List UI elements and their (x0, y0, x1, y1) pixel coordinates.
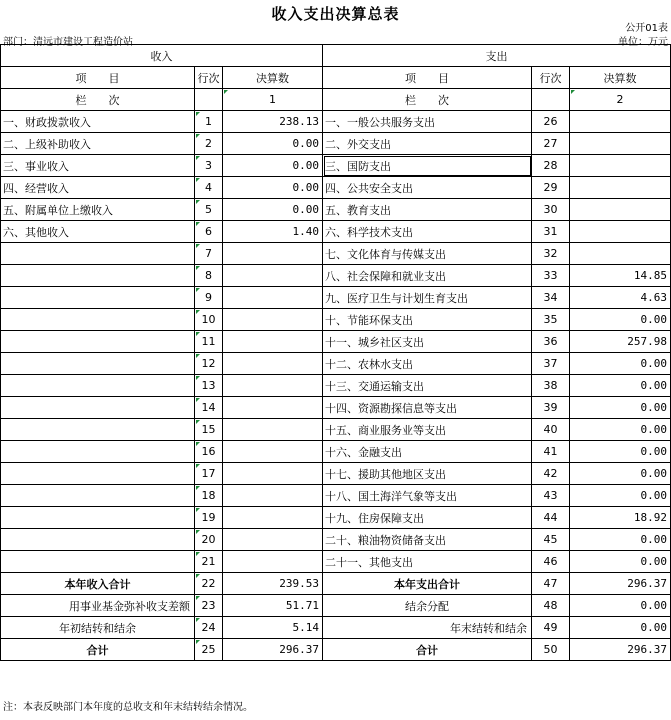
expense-item: 十四、资源勘探信息等支出 (323, 397, 532, 419)
expense-amount-header: 决算数 (570, 67, 671, 89)
income-item-header: 项 目 (1, 67, 195, 89)
income-amount: 0.00 (223, 155, 323, 177)
income-amount (223, 287, 323, 309)
income-row-number: 5 (195, 199, 223, 221)
expense-amount: 296.37 (570, 573, 671, 595)
income-amount (223, 243, 323, 265)
expense-row-number: 35 (532, 309, 570, 331)
expense-item: 四、公共安全支出 (323, 177, 532, 199)
income-row-number: 6 (195, 221, 223, 243)
expense-row-number: 37 (532, 353, 570, 375)
table-row (1, 199, 671, 221)
section-header-row (1, 45, 671, 67)
income-amount: 239.53 (223, 573, 323, 595)
income-item (1, 529, 195, 551)
expense-row-number: 32 (532, 243, 570, 265)
expense-row-number: 42 (532, 463, 570, 485)
table-row (1, 507, 671, 529)
income-row-number: 12 (195, 353, 223, 375)
expense-row-number: 45 (532, 529, 570, 551)
table-row (1, 111, 671, 133)
expense-amount (570, 199, 671, 221)
expense-item: 三、国防支出 (323, 155, 532, 177)
expense-amount: 0.00 (570, 375, 671, 397)
income-row-number: 19 (195, 507, 223, 529)
income-amount (223, 529, 323, 551)
table-row (1, 155, 671, 177)
income-item: 五、附属单位上缴收入 (1, 199, 195, 221)
income-summary-item: 用事业基金弥补收支差额 (1, 595, 195, 617)
table-row (1, 287, 671, 309)
income-amount: 5.14 (223, 617, 323, 639)
expense-row-number: 27 (532, 133, 570, 155)
income-column-blank (195, 89, 223, 111)
income-item (1, 331, 195, 353)
expense-item: 十八、国土海洋气象等支出 (323, 485, 532, 507)
income-item (1, 485, 195, 507)
income-item: 三、事业收入 (1, 155, 195, 177)
expense-summary-item: 年末结转和结余 (323, 617, 532, 639)
income-amount: 0.00 (223, 133, 323, 155)
income-amount (223, 375, 323, 397)
income-item (1, 265, 195, 287)
expense-item: 十七、援助其他地区支出 (323, 463, 532, 485)
income-row-number: 7 (195, 243, 223, 265)
expense-column-index: 2 (570, 89, 671, 111)
expense-amount (570, 133, 671, 155)
income-amount (223, 507, 323, 529)
income-amount (223, 551, 323, 573)
income-rowno-header: 行次 (195, 67, 223, 89)
income-section-header: 收入 (1, 45, 323, 67)
income-row-number: 21 (195, 551, 223, 573)
income-row-number: 16 (195, 441, 223, 463)
form-number: 公开01表 (625, 23, 668, 34)
income-amount (223, 353, 323, 375)
income-column-label: 栏 次 (1, 89, 195, 111)
income-item: 四、经营收入 (1, 177, 195, 199)
expense-amount: 4.63 (570, 287, 671, 309)
income-row-number: 20 (195, 529, 223, 551)
income-amount (223, 397, 323, 419)
expense-amount: 18.92 (570, 507, 671, 529)
expense-item: 十六、金融支出 (323, 441, 532, 463)
expense-row-number: 46 (532, 551, 570, 573)
expense-amount: 0.00 (570, 617, 671, 639)
income-amount (223, 309, 323, 331)
expense-amount (570, 221, 671, 243)
income-row-number: 11 (195, 331, 223, 353)
income-amount: 0.00 (223, 177, 323, 199)
expense-section-header: 支出 (323, 45, 671, 67)
expense-amount (570, 111, 671, 133)
income-amount-header: 决算数 (223, 67, 323, 89)
income-item (1, 243, 195, 265)
income-row-number: 8 (195, 265, 223, 287)
expense-amount: 0.00 (570, 353, 671, 375)
expense-column-label: 栏 次 (323, 89, 532, 111)
income-item (1, 397, 195, 419)
expense-amount: 0.00 (570, 309, 671, 331)
income-row-number: 17 (195, 463, 223, 485)
expense-item: 十一、城乡社区支出 (323, 331, 532, 353)
income-row-number: 4 (195, 177, 223, 199)
table-row (1, 485, 671, 507)
expense-row-number: 43 (532, 485, 570, 507)
expense-amount (570, 155, 671, 177)
income-item (1, 507, 195, 529)
income-amount (223, 485, 323, 507)
income-amount: 51.71 (223, 595, 323, 617)
expense-row-number: 26 (532, 111, 570, 133)
expense-amount: 0.00 (570, 529, 671, 551)
income-item (1, 287, 195, 309)
expense-row-number: 29 (532, 177, 570, 199)
expense-item: 五、教育支出 (323, 199, 532, 221)
expense-item: 十九、住房保障支出 (323, 507, 532, 529)
income-summary-item: 合计 (1, 639, 195, 661)
expense-item-header: 项 目 (323, 67, 532, 89)
table-row (1, 397, 671, 419)
expense-item: 二十一、其他支出 (323, 551, 532, 573)
income-column-index: 1 (223, 89, 323, 111)
income-summary-item: 年初结转和结余 (1, 617, 195, 639)
expense-item: 十二、农林水支出 (323, 353, 532, 375)
income-row-number: 24 (195, 617, 223, 639)
expense-amount: 0.00 (570, 485, 671, 507)
table-row (1, 551, 671, 573)
income-row-number: 2 (195, 133, 223, 155)
income-item (1, 309, 195, 331)
expense-summary-item: 结余分配 (323, 595, 532, 617)
income-row-number: 10 (195, 309, 223, 331)
expense-row-number: 34 (532, 287, 570, 309)
expense-amount: 0.00 (570, 551, 671, 573)
income-amount (223, 331, 323, 353)
expense-item: 九、医疗卫生与计划生育支出 (323, 287, 532, 309)
income-row-number: 3 (195, 155, 223, 177)
expense-row-number: 38 (532, 375, 570, 397)
expense-item: 十五、商业服务业等支出 (323, 419, 532, 441)
income-item (1, 441, 195, 463)
expense-row-number: 48 (532, 595, 570, 617)
expense-amount: 296.37 (570, 639, 671, 661)
expense-amount: 0.00 (570, 595, 671, 617)
expense-amount (570, 243, 671, 265)
page-title: 收入支出决算总表 (271, 5, 400, 23)
summary-row (1, 573, 671, 595)
income-row-number: 18 (195, 485, 223, 507)
table-row (1, 265, 671, 287)
income-item: 六、其他收入 (1, 221, 195, 243)
income-amount (223, 441, 323, 463)
table-row (1, 243, 671, 265)
column-header-row (1, 67, 671, 89)
income-row-number: 15 (195, 419, 223, 441)
income-item: 二、上级补助收入 (1, 133, 195, 155)
expense-item: 十、节能环保支出 (323, 309, 532, 331)
expense-row-number: 28 (532, 155, 570, 177)
expense-item: 二十、粮油物资储备支出 (323, 529, 532, 551)
income-amount (223, 463, 323, 485)
expense-amount: 0.00 (570, 463, 671, 485)
income-amount (223, 419, 323, 441)
income-item (1, 463, 195, 485)
expense-row-number: 33 (532, 265, 570, 287)
summary-row (1, 639, 671, 661)
income-row-number: 25 (195, 639, 223, 661)
expense-item: 一、一般公共服务支出 (323, 111, 532, 133)
column-index-row (1, 89, 671, 111)
expense-rowno-header: 行次 (532, 67, 570, 89)
income-item: 一、财政拨款收入 (1, 111, 195, 133)
expense-item: 七、文化体育与传媒支出 (323, 243, 532, 265)
income-amount: 238.13 (223, 111, 323, 133)
income-row-number: 13 (195, 375, 223, 397)
income-row-number: 9 (195, 287, 223, 309)
department-label: 部门：清远市建设工程造价站 (3, 37, 133, 48)
table-row (1, 463, 671, 485)
expense-row-number: 41 (532, 441, 570, 463)
expense-item: 六、科学技术支出 (323, 221, 532, 243)
summary-row (1, 595, 671, 617)
table-row (1, 419, 671, 441)
table-row (1, 441, 671, 463)
table-row (1, 221, 671, 243)
expense-amount: 0.00 (570, 441, 671, 463)
expense-row-number: 47 (532, 573, 570, 595)
table-row (1, 133, 671, 155)
expense-amount: 0.00 (570, 419, 671, 441)
expense-amount (570, 177, 671, 199)
summary-row (1, 617, 671, 639)
table-body (1, 45, 671, 661)
expense-summary-item: 合计 (323, 639, 532, 661)
expense-amount: 14.85 (570, 265, 671, 287)
expense-column-blank (532, 89, 570, 111)
unit-label: 单位：万元 (618, 37, 668, 48)
expense-row-number: 44 (532, 507, 570, 529)
expense-row-number: 50 (532, 639, 570, 661)
table-row (1, 331, 671, 353)
expense-row-number: 30 (532, 199, 570, 221)
income-summary-item: 本年收入合计 (1, 573, 195, 595)
income-item (1, 551, 195, 573)
income-item (1, 353, 195, 375)
table-row (1, 375, 671, 397)
income-row-number: 1 (195, 111, 223, 133)
expense-item: 二、外交支出 (323, 133, 532, 155)
income-row-number: 14 (195, 397, 223, 419)
income-item (1, 419, 195, 441)
income-expense-table (0, 44, 671, 661)
income-amount: 296.37 (223, 639, 323, 661)
income-item (1, 375, 195, 397)
expense-item: 十三、交通运输支出 (323, 375, 532, 397)
expense-summary-item: 本年支出合计 (323, 573, 532, 595)
expense-amount: 257.98 (570, 331, 671, 353)
table-row (1, 177, 671, 199)
income-amount: 0.00 (223, 199, 323, 221)
expense-row-number: 36 (532, 331, 570, 353)
income-row-number: 22 (195, 573, 223, 595)
expense-row-number: 31 (532, 221, 570, 243)
expense-amount: 0.00 (570, 397, 671, 419)
footnote: 注：本表反映部门本年度的总收支和年末结转结余情况。 (3, 702, 253, 713)
expense-row-number: 49 (532, 617, 570, 639)
table-row (1, 309, 671, 331)
income-amount (223, 265, 323, 287)
table-row (1, 353, 671, 375)
table-row (1, 529, 671, 551)
income-row-number: 23 (195, 595, 223, 617)
expense-row-number: 39 (532, 397, 570, 419)
expense-row-number: 40 (532, 419, 570, 441)
income-amount: 1.40 (223, 221, 323, 243)
expense-item: 八、社会保障和就业支出 (323, 265, 532, 287)
